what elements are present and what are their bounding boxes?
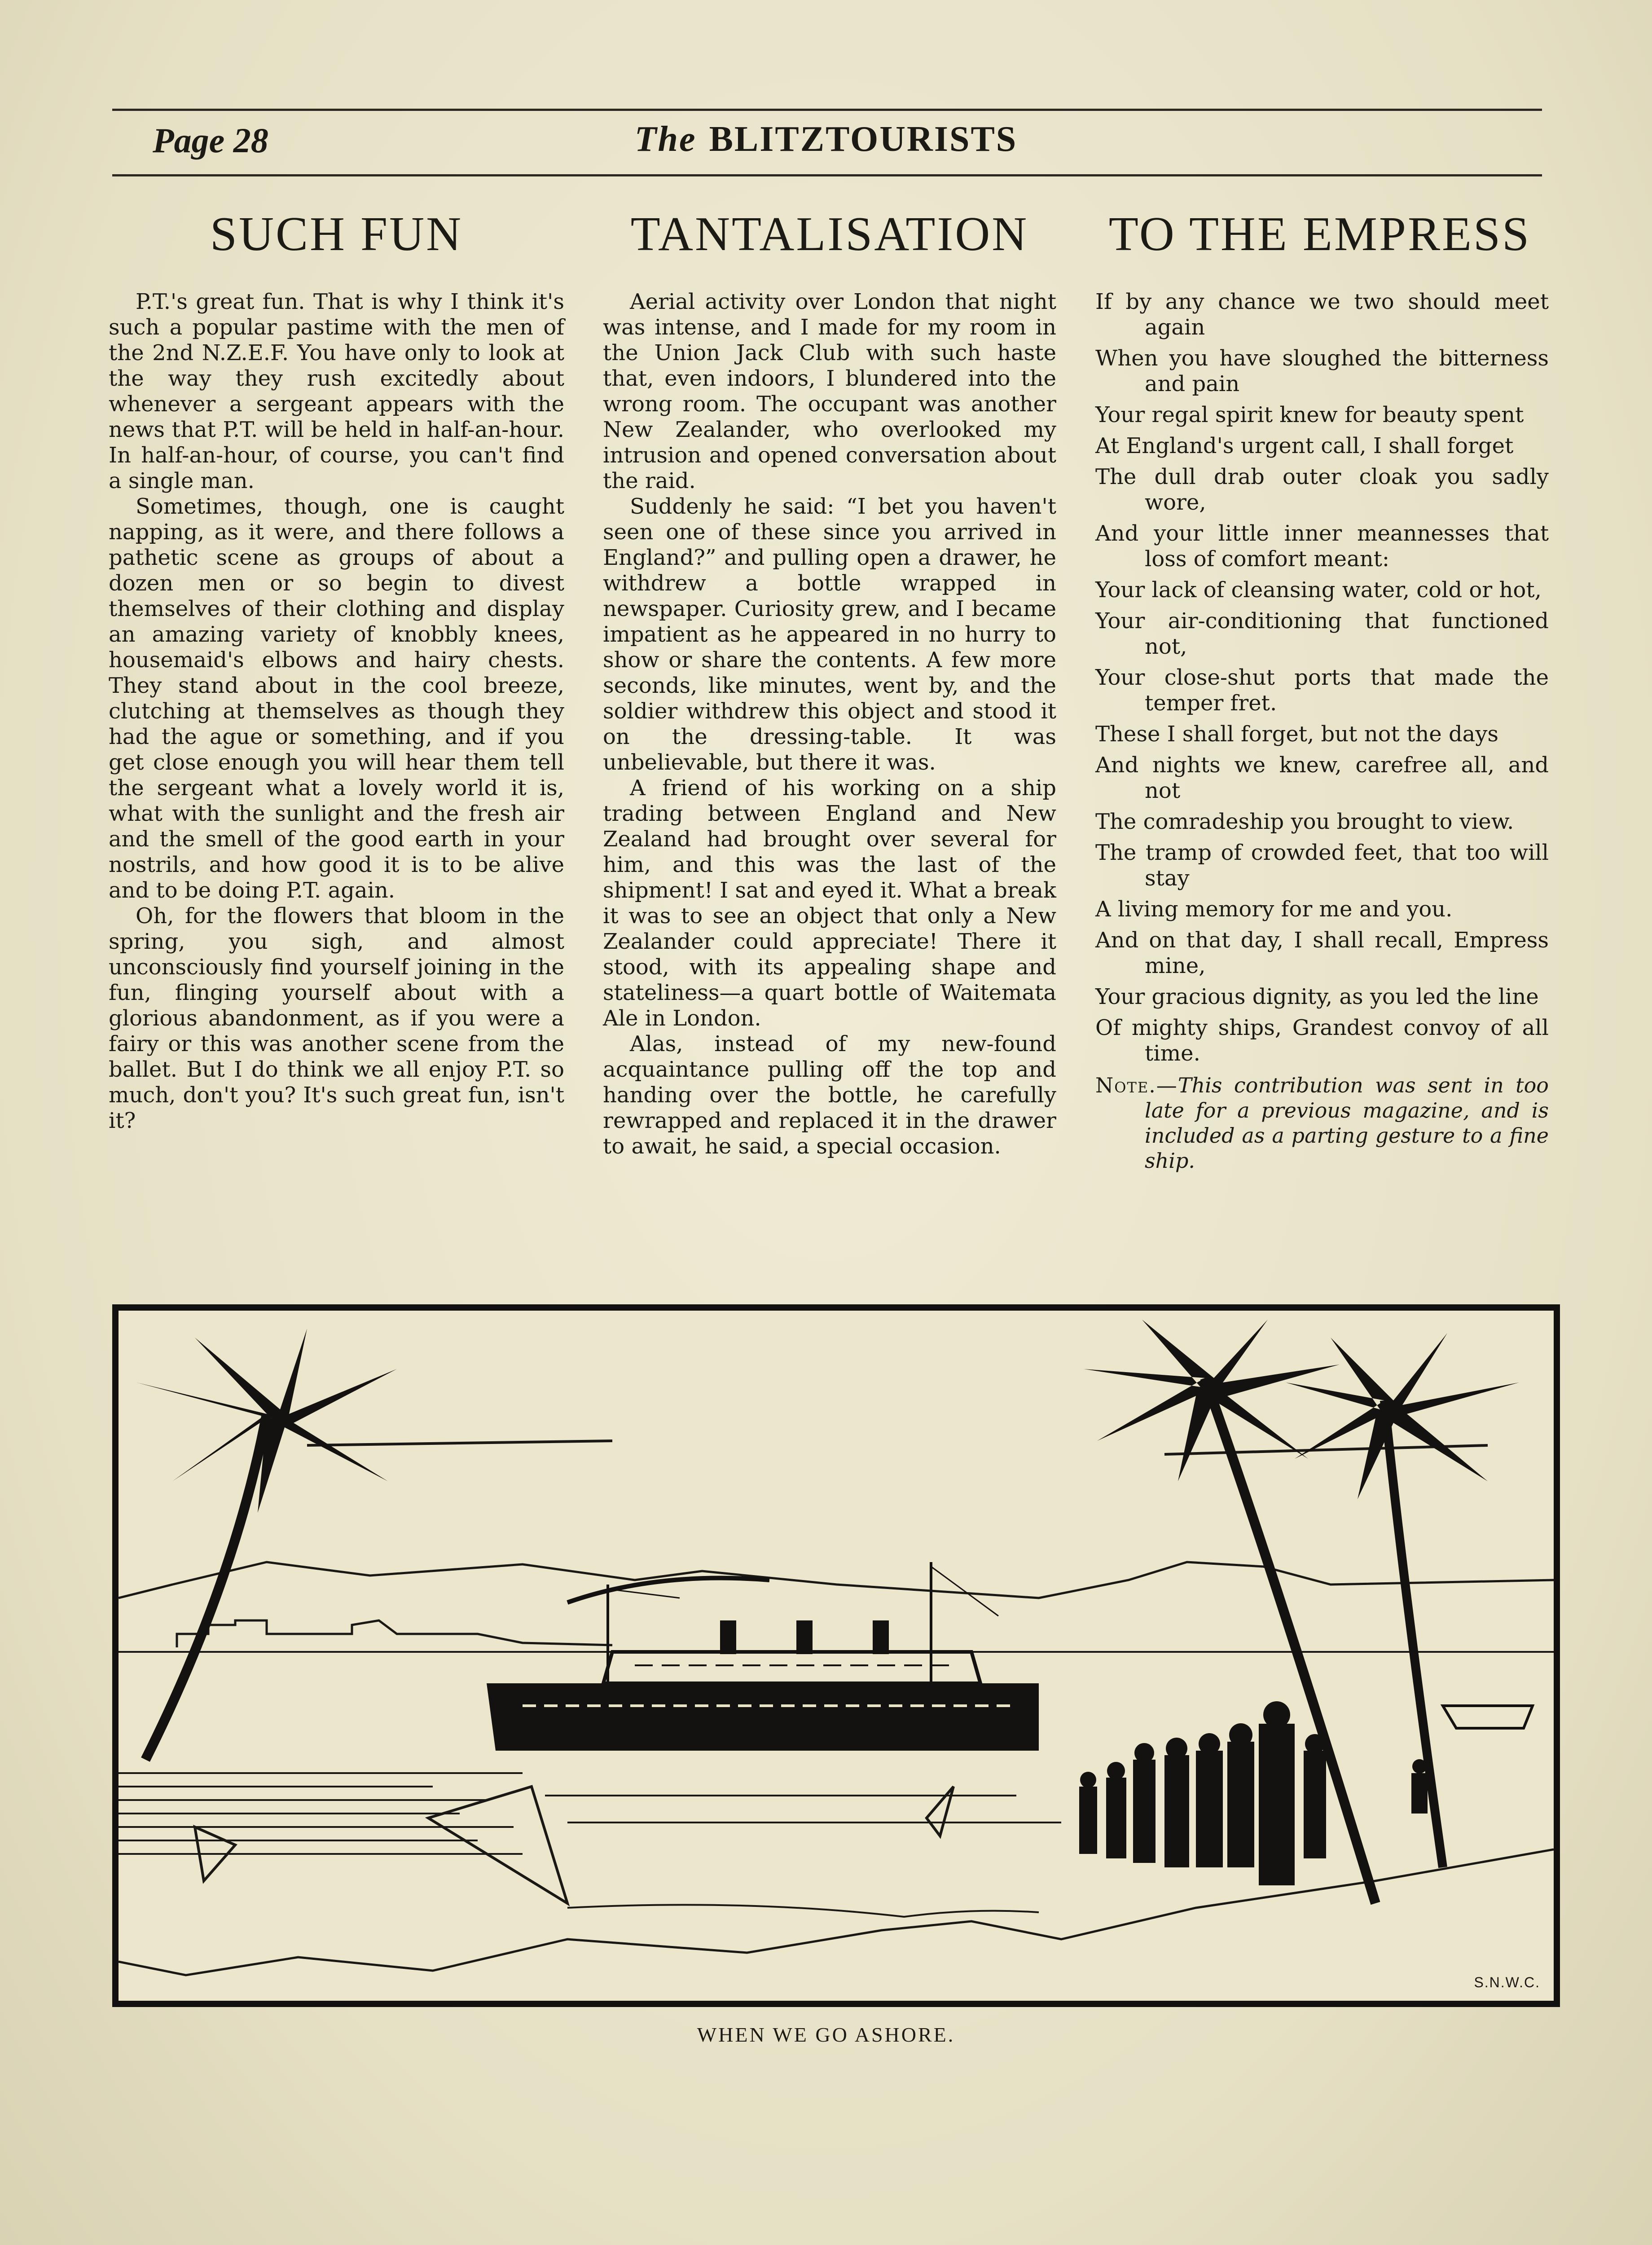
poem-line: And nights we knew, carefree all, and not — [1095, 753, 1549, 803]
article-paragraph: Sometimes, though, one is caught napping, as it were, and there follows a pathetic scene as groups of about a dozen men or so begin to divest themselves of their clothing and display an amazing variety of knobbly knees, housemaid's elbows and hairy chests. They stand about in the cool breeze, clutching at themselves as though they had the ague or something, and if you get close enough you will hear them tell the sergeant what a lovely world it is, what with the sunlight and the fresh air and the smell of the good earth in your nostrils, and how good it is to be alive and to be doing P.T. again. — [109, 494, 564, 903]
poem-line: The tramp of crowded feet, that too will stay — [1095, 840, 1549, 891]
article-paragraph: Aerial activity over London that night was intense, and I made for my room in the Union Jack Club with such haste that, even indoors, I blundered into the wrong room. The occupant was another New Zealander, who overlooked my intrusion and opened conversation about the raid. — [603, 289, 1056, 493]
palm-tree-left — [136, 1329, 397, 1760]
article-paragraph: Oh, for the flowers that bloom in the spring, you sigh, and almost unconsciously find yourself joining in the fun, flinging yourself about with a glorious abandonment, as if you were a fairy or this was another scene from the ballet. But I do think we all enjoy P.T. so much, don't you? It's such great fun, isn't it? — [109, 903, 564, 1133]
poem-heading: TO THE EMPRESS — [1108, 207, 1531, 261]
poem-line: A living memory for me and you. — [1095, 897, 1453, 922]
shoreline — [119, 1849, 1554, 1975]
poem-line: The comradeship you brought to view. — [1095, 809, 1514, 834]
article-paragraph: P.T.'s great fun. That is why I think it's such a popular pastime with the men of the 2nd N.Z.E.F. You have only to look at the way they rush excitedly about whenever a sergeant appears with the news that P.T. will be held in half-an-hour. In half-an-hour, of course, you can't find a single man. — [109, 289, 564, 493]
water-ripples — [119, 1773, 1061, 1854]
article-tantalisation — [603, 207, 1056, 1159]
poem-line: Your air-conditioning that functioned not, — [1095, 608, 1549, 659]
editor-note — [1095, 1073, 1549, 1173]
header-rule-top — [112, 109, 1542, 111]
sailboat-center — [428, 1787, 567, 1903]
article-paragraph: A friend of his working on a ship trading between England and New Zealand had brought over several for him, and this was the last of the shipment! I sat and eyed it. What a break it was to see an object that only a New Zealander could appreciate! There it stood, with its appealing shape and stateliness—a quart bottle of Waitemata Ale in London. — [603, 775, 1056, 1031]
poem-line: Your gracious dignity, as you led the line — [1095, 984, 1539, 1009]
ocean-liner — [487, 1562, 1039, 1751]
illustration-caption: WHEN WE GO ASHORE. — [697, 2023, 955, 2046]
poem-line: Your lack of cleansing water, cold or hot, — [1095, 577, 1542, 603]
page-number: Page 28 — [153, 121, 268, 160]
sailboat-right — [927, 1787, 953, 1836]
poem-line: And on that day, I shall recall, Empress mine, — [1095, 928, 1549, 978]
poem-line: Of mighty ships, Grandest convoy of all time. — [1095, 1015, 1549, 1066]
poem-line: The dull drab outer cloak you sadly wore, — [1095, 464, 1549, 515]
article-paragraph: Suddenly he said: “I bet you haven't seen one of these since you arrived in England?” and pulling open a drawer, he withdrew a bottle wrapped in newspaper. Curiosity grew, and I became impatient as he appeared in no hurry to show or share the contents. A few more seconds, like minutes, went by, and the soldier withdrew this object and stood it on the dressing-table. It was unbelievable, but there it was. — [603, 494, 1056, 775]
cloud-stroke — [307, 1441, 612, 1445]
title-name: BLITZTOURISTS — [709, 119, 1018, 159]
poem-line: Your close-shut ports that made the temper fret. — [1095, 665, 1549, 716]
town-skyline — [177, 1620, 612, 1647]
article-such-fun — [109, 207, 564, 1134]
harbour-drawing — [119, 1311, 1554, 2001]
crowd-figures — [1079, 1701, 1428, 1885]
title-prefix: The — [634, 119, 697, 159]
hills-line — [119, 1562, 1554, 1598]
article-heading: SUCH FUN — [210, 207, 463, 261]
poem-line: When you have sloughed the bitterness and pain — [1095, 346, 1549, 396]
header-rule-bottom — [112, 174, 1542, 176]
article-heading: TANTALISATION — [630, 207, 1029, 261]
article-paragraph: Alas, instead of my new-found acquaintance pulling off the top and handing over the bottle, he carefully rewrapped and replaced it in the drawer to await, he said, a special occasion. — [603, 1031, 1056, 1159]
note-text: This contribution was sent in too late for a previous magazine, and is included as a parting gesture to a fine ship. — [1145, 1073, 1549, 1173]
poem-line: If by any chance we two should meet again — [1095, 289, 1549, 340]
illustration-harbour — [112, 1304, 1560, 2007]
poem-line: These I shall forget, but not the days — [1095, 722, 1499, 747]
note-label: Note.— — [1095, 1073, 1178, 1097]
poem-to-the-empress — [1095, 207, 1549, 1173]
poem-line: Your regal spirit knew for beauty spent — [1095, 402, 1524, 427]
poem-line: At England's urgent call, I shall forget — [1095, 433, 1514, 458]
magazine-title — [0, 119, 1652, 160]
distant-ship — [1443, 1706, 1533, 1728]
artist-signature: S.N.W.C. — [1474, 1974, 1540, 1990]
poem-line: And your little inner meannesses that loss of comfort meant: — [1095, 521, 1549, 572]
